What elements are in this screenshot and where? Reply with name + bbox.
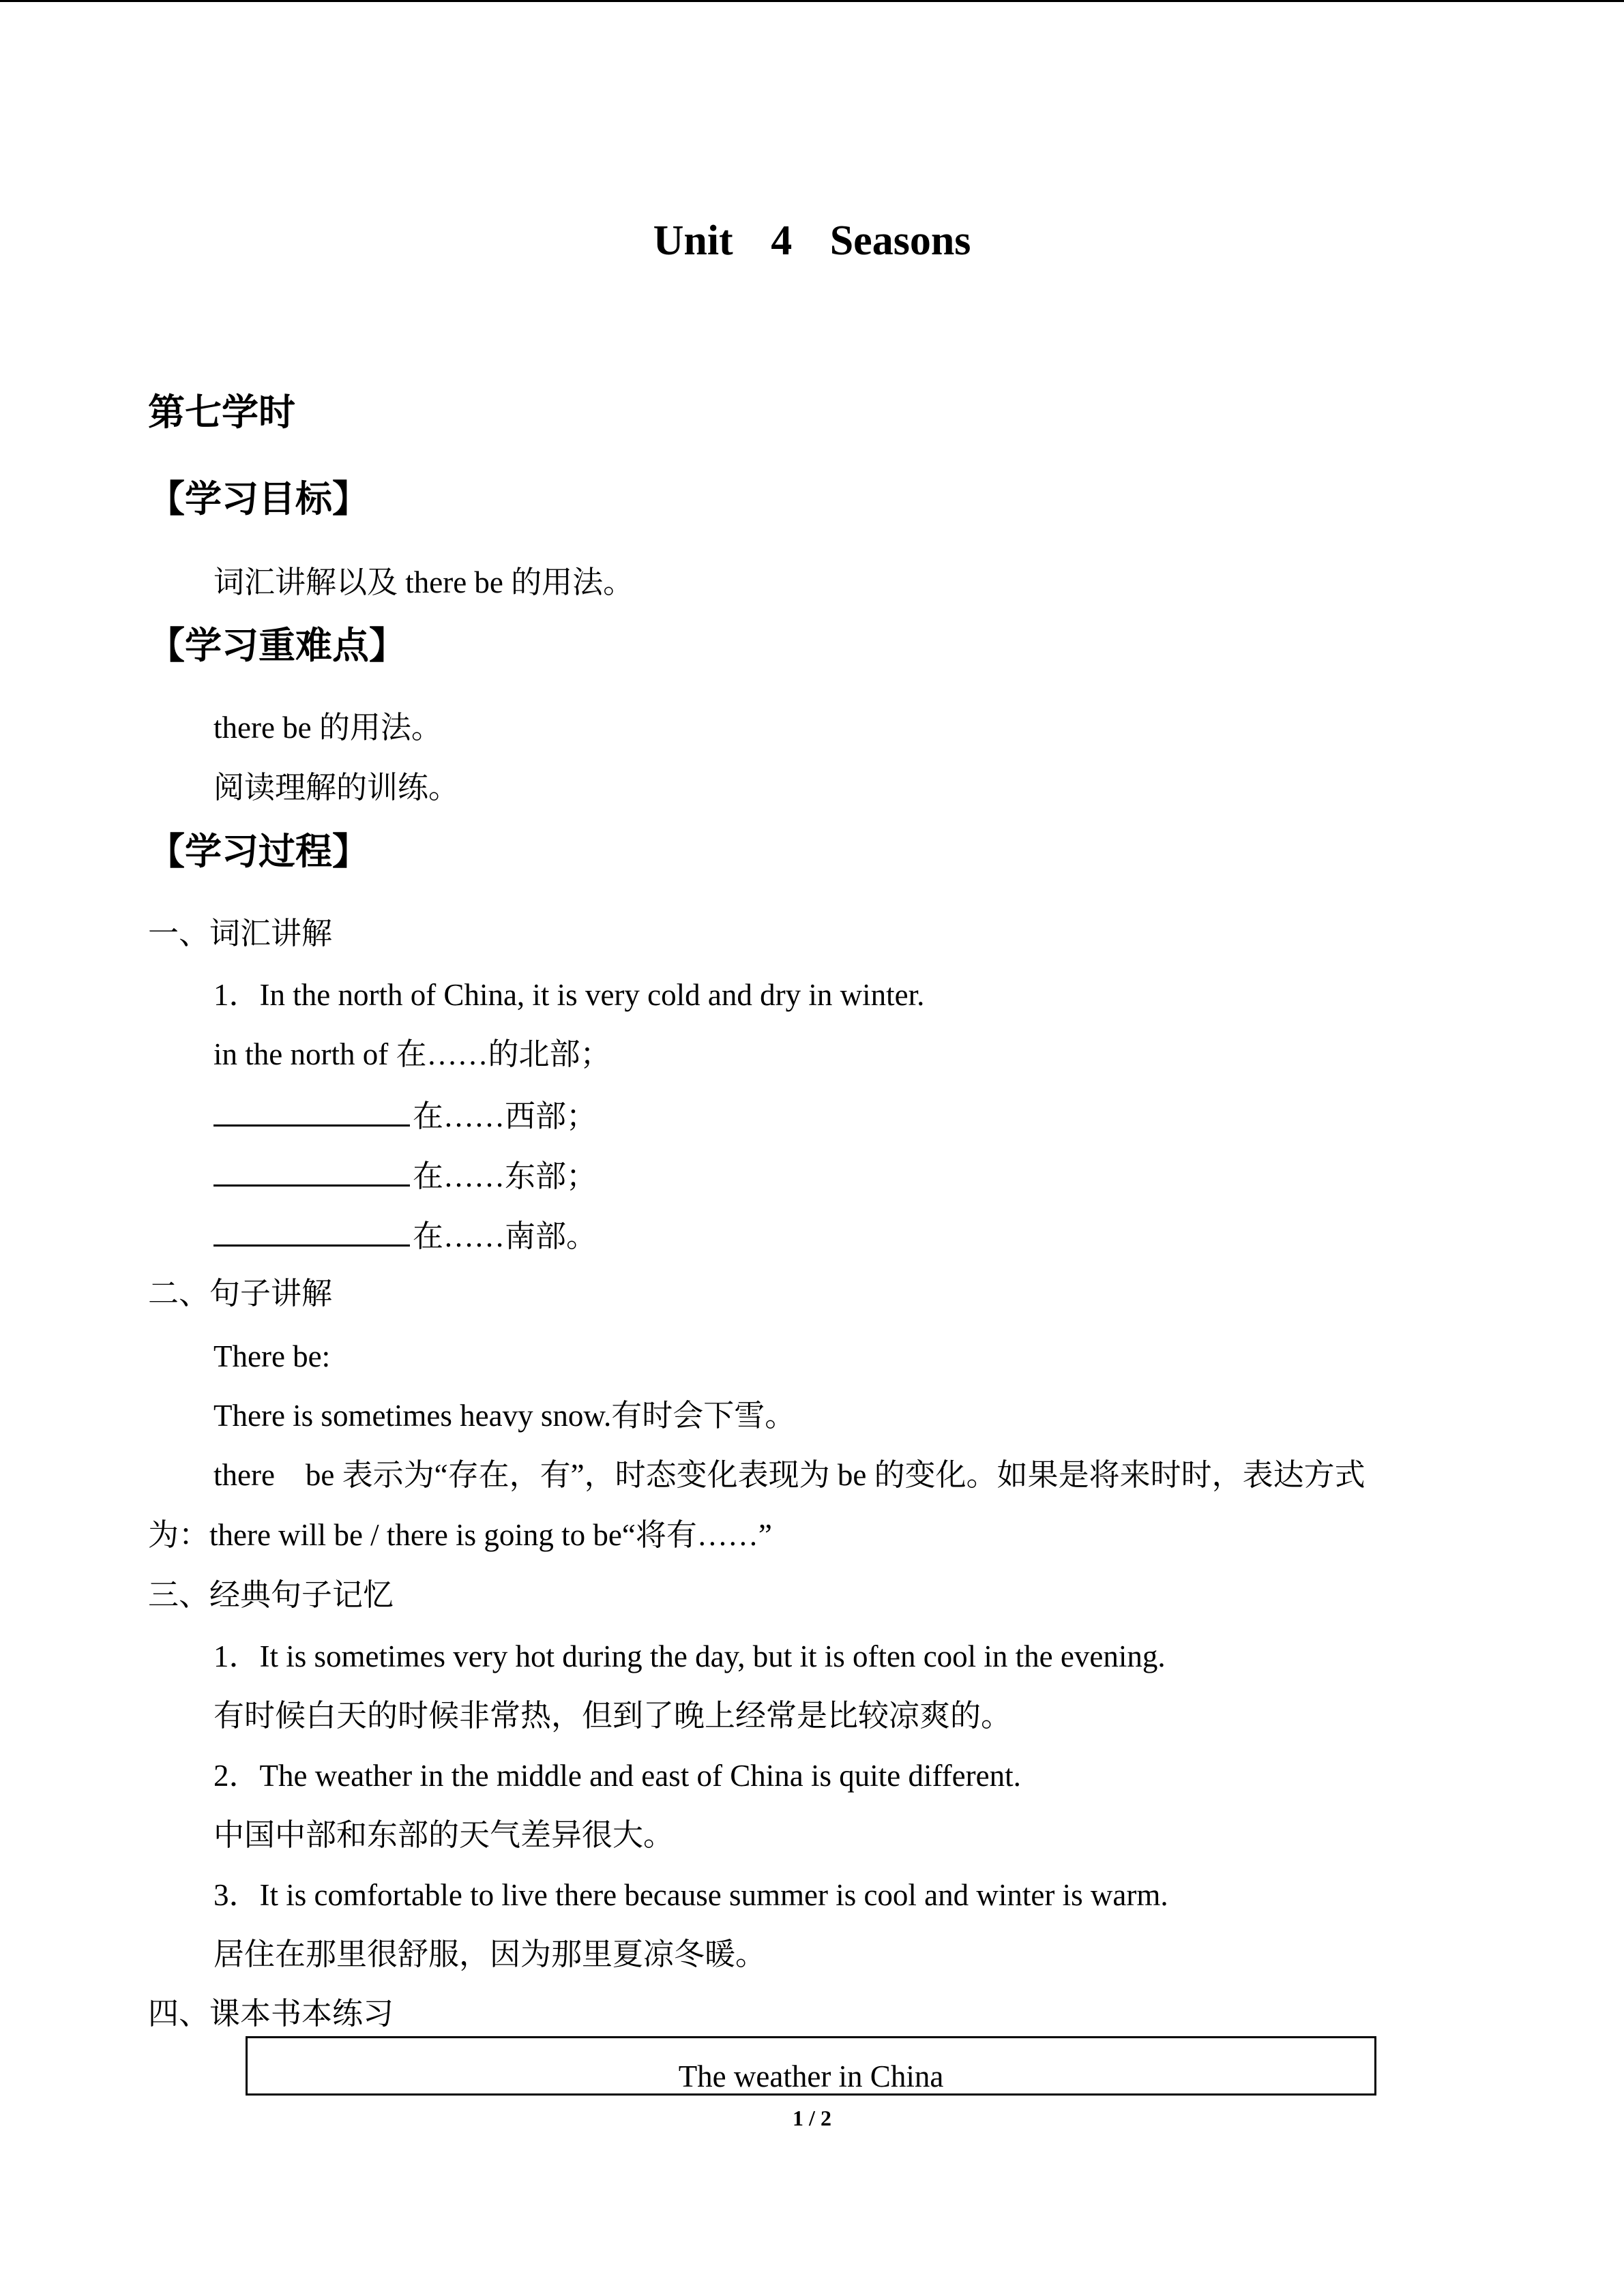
fill-blank-row — [213, 1099, 597, 1132]
classic-sentence-en: 2．The weather in the middle and east of China is quite different. — [213, 1759, 1021, 1793]
process-heading: 【学习过程】 — [148, 831, 369, 872]
there-be-explanation: there be 表示为“存在，有”，时态变化表现为 be 的变化。如果是将来时时，表达方式 — [213, 1458, 1365, 1492]
answer-blank[interactable] — [213, 1219, 410, 1247]
keypoints-heading: 【学习重难点】 — [148, 625, 406, 666]
classic-sentence-en: 3．It is comfortable to live there because summer is cool and winter is warm. — [213, 1878, 1168, 1912]
classic-sentence-zh: 居住在那里很舒服，因为那里夏凉冬暖。 — [213, 1937, 767, 1971]
there-be-explanation-cont: 为：there will be / there is going to be“将有……” — [148, 1518, 772, 1552]
fill-blank-row — [213, 1219, 597, 1252]
blank-meaning: 在……西部； — [413, 1099, 597, 1133]
page-number: 1 / 2 — [793, 2106, 831, 2130]
there-be-example: There is sometimes heavy snow.有时会下雪。 — [213, 1399, 796, 1433]
keypoint-item: 阅读理解的训练。 — [213, 771, 460, 805]
part1-heading: 一、词汇讲解 — [148, 916, 333, 951]
part2-heading: 二、句子讲解 — [148, 1277, 333, 1311]
objectives-heading: 【学习目标】 — [148, 479, 369, 520]
classic-sentence-zh: 有时候白天的时候非常热，但到了晚上经常是比较凉爽的。 — [213, 1699, 1012, 1733]
page-top-border — [0, 0, 1624, 2]
page-title: Unit 4 Seasons — [653, 218, 971, 264]
classic-sentence-en: 1．It is sometimes very hot during the day, but it is often cool in the evening. — [213, 1639, 1166, 1673]
answer-blank[interactable] — [213, 1099, 410, 1127]
fill-blank-row — [213, 1159, 597, 1192]
exercise-table — [246, 2036, 1376, 2096]
classic-sentence-zh: 中国中部和东部的天气差异很大。 — [213, 1818, 675, 1852]
there-be-label: There be: — [213, 1339, 331, 1373]
part4-heading: 四、课本书本练习 — [148, 1997, 394, 2031]
blank-meaning: 在……南部。 — [413, 1219, 597, 1253]
vocab-sentence: 1．In the north of China, it is very cold and dry in winter. — [213, 978, 925, 1012]
objectives-text: 词汇讲解以及 there be 的用法。 — [213, 565, 634, 599]
table-title: The weather in China — [678, 2059, 944, 2093]
lesson-label: 第七学时 — [148, 392, 295, 433]
answer-blank[interactable] — [213, 1159, 410, 1187]
part3-heading: 三、经典句子记忆 — [148, 1578, 394, 1612]
blank-meaning: 在……东部； — [413, 1159, 597, 1193]
keypoint-item: there be 的用法。 — [213, 711, 442, 745]
vocab-phrase: in the north of 在……的北部； — [213, 1037, 611, 1071]
